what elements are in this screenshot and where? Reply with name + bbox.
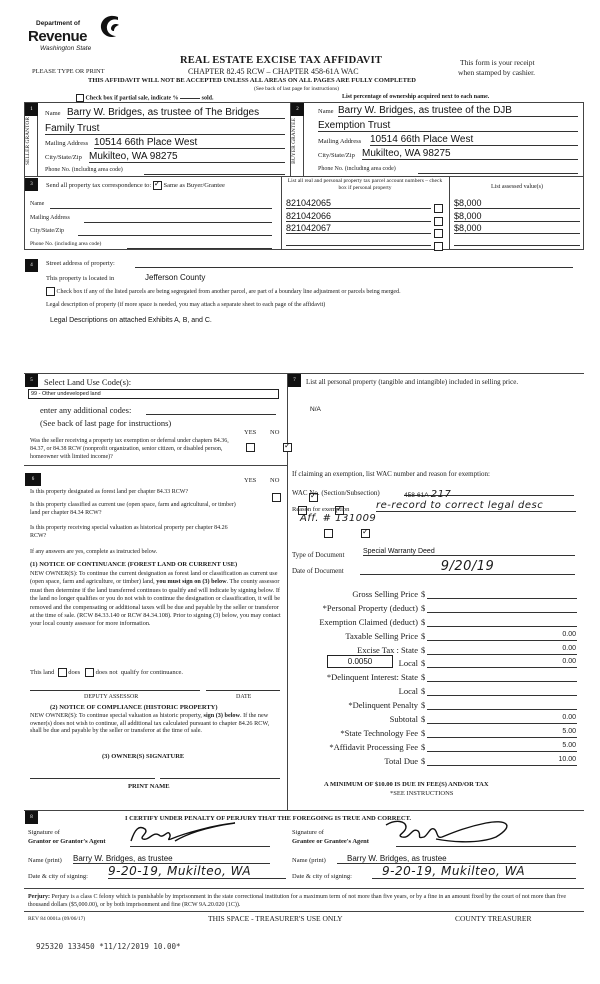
grantor-signature-field[interactable] <box>130 833 270 847</box>
buyer-name-label: Name <box>318 108 334 115</box>
legal-desc-value[interactable]: Legal Descriptions on attached Exhibits A, B, and C. <box>50 317 212 324</box>
grantor-sig-label-2: Grantor or Grantor's Agent <box>28 838 106 845</box>
additional-codes-label: enter any additional codes: <box>40 405 132 415</box>
partial-sale-label: Check box if partial sale, indicate % <box>85 95 179 102</box>
assessor-date-line <box>206 690 280 691</box>
dollar-sign: $ <box>421 631 426 641</box>
amount-label: Subtotal <box>389 714 418 724</box>
amount-value: 0.00 <box>562 714 576 721</box>
county-treasurer: COUNTY TREASURER <box>455 914 532 923</box>
form-subtitle: CHAPTER 82.45 RCW – CHAPTER 458-61A WAC <box>188 67 359 76</box>
seller-name-line2[interactable]: Family Trust <box>45 123 285 135</box>
dollar-sign: $ <box>421 756 426 766</box>
dollar-sign: $ <box>421 728 426 738</box>
personal-property-label: List all personal property (tangible and intangible) included in selling price. <box>306 378 519 386</box>
forest-question-3: Is this property receiving special valuation as historical property per chapter 84.26 RCW? <box>30 525 228 539</box>
seller-phone-label: Phone No. (including area code) <box>45 167 123 173</box>
parcel-number[interactable]: 821042065 <box>286 198 431 209</box>
total-due-row <box>290 756 590 768</box>
amount-label: Gross Selling Price <box>352 589 418 599</box>
dollar-sign: $ <box>421 603 426 613</box>
amount-field[interactable] <box>427 598 577 599</box>
forest-q3-yes-checkbox[interactable] <box>324 529 333 538</box>
amount-label: Total Due <box>384 756 418 766</box>
parcel-header: List all real and personal property tax parcel account numbers – check box if personal property <box>287 178 443 191</box>
buyer-address[interactable]: 10514 66th Place West <box>370 134 578 146</box>
parcel-row-2 <box>286 211 582 223</box>
section-6-badge: 6 <box>25 473 41 486</box>
corr-address-field[interactable] <box>84 215 272 223</box>
forest-q3-no-checkbox[interactable] <box>361 529 370 538</box>
grantee-date-city-label: Date & city of signing: <box>292 873 352 880</box>
section-4-badge: 4 <box>25 259 38 272</box>
wac-label: WAC No. (Section/Subsection) <box>292 489 380 497</box>
section-1-badge: 1 <box>25 103 38 116</box>
assessed-value[interactable]: $8,000 <box>454 198 580 209</box>
dollar-sign: $ <box>421 617 426 627</box>
grantee-name-label: Name (print) <box>292 857 326 864</box>
seller-city-label: City/State/Zip <box>45 154 82 161</box>
perjury-note <box>28 893 584 909</box>
dollar-sign: $ <box>421 742 426 752</box>
section-7-badge: 7 <box>288 374 301 387</box>
does-not-checkbox[interactable] <box>85 668 94 677</box>
ownership-note: List percentage of ownership acquired next to each name. <box>342 94 490 100</box>
forest-q1-yes-checkbox[interactable] <box>272 493 281 502</box>
amount-field[interactable] <box>427 612 577 613</box>
section-2-badge: 2 <box>291 103 304 116</box>
seller-name-label: Name <box>45 110 61 117</box>
does-label: does <box>68 668 81 676</box>
dollar-sign: $ <box>421 686 426 696</box>
amount-label: Exemption Claimed (deduct) <box>319 617 418 627</box>
amount-field[interactable] <box>427 681 577 682</box>
corr-phone-field[interactable] <box>127 241 272 249</box>
see-instructions-note: *SEE INSTRUCTIONS <box>390 790 454 797</box>
segregated-checkbox[interactable] <box>46 287 55 296</box>
buyer-side-label: BUYER GRANTEE <box>291 118 297 164</box>
amount-field[interactable] <box>427 640 577 641</box>
notice-compliance-part2: . If the new owner(s) does not wish to continue, all additional tax calculated pursuant to chapter 84.26 RCW, shall be due and payable by the seller or transferor at the time of sale. <box>30 712 270 734</box>
buyer-city[interactable]: Mukilteo, WA 98275 <box>362 148 578 160</box>
parcel-row-1 <box>286 198 582 210</box>
amount-label: *Delinquent Interest: State <box>326 672 418 682</box>
notice-compliance-title: (2) NOTICE OF COMPLIANCE (HISTORIC PROPERTY) <box>50 704 218 711</box>
doc-date-field[interactable]: 9/20/19 <box>360 559 575 575</box>
amount-value: 5.00 <box>562 742 576 749</box>
reason-line-2[interactable]: Aff. # 131009 <box>300 513 377 524</box>
amount-label: Taxable Selling Price <box>345 631 418 641</box>
sold-label: sold. <box>201 95 214 102</box>
delinquent-interest-local-row <box>290 686 590 698</box>
amount-label: Local <box>398 686 418 696</box>
grantee-signature-field[interactable] <box>396 833 576 847</box>
segregated-row <box>46 287 401 296</box>
perjury-text: Perjury is a class C felony which is punishable by imprisonment in the state correctional institution for a maximum term of not more than five years, or by a fine in an amount fixed by the court of not more than five thousand dollars ($5,000.00), or by both imprisonment and fine (RCW 9A.20.020 (1C)). <box>28 894 567 908</box>
legal-desc-label: Legal description of property (if more space is needed, you may attach a separate sheet to each page of the affidavit) <box>46 302 326 308</box>
personal-property-deduct-row <box>290 603 590 615</box>
land-use-label: Select Land Use Code(s): <box>44 377 132 387</box>
exemption-question: Was the seller receiving a property tax exemption or deferral under chapters 84.36, 84.37, or 84.38 RCW (nonprofit organization, senior citizen, or disabled person, homeowner with limited income)? <box>30 438 229 460</box>
amount-field[interactable] <box>427 626 577 627</box>
yes-header-6: YES <box>244 477 257 484</box>
parcel-number[interactable]: 821042067 <box>286 223 431 234</box>
located-label: This property is located in <box>46 275 115 282</box>
does-not-label: does not <box>95 668 118 676</box>
amount-value: 10.00 <box>558 756 576 763</box>
exemption-no-checkbox[interactable] <box>283 443 292 452</box>
county-value[interactable]: Jefferson County <box>145 273 206 282</box>
parcel-row-4 <box>286 236 582 248</box>
land-use-code-select[interactable]: 99 - Other undeveloped land <box>28 389 279 399</box>
correspondence-row <box>46 181 225 190</box>
forest-question-2: Is this property classified as current use (open space, farm and agricultural, or timber) land per chapter 84.34 RCW? <box>30 502 236 516</box>
doc-type-field[interactable]: Special Warranty Deed <box>363 548 575 556</box>
amount-field[interactable] <box>427 723 577 724</box>
exemption-yes-checkbox[interactable] <box>246 443 255 452</box>
grantor-name-field[interactable]: Barry W. Bridges, as trustee <box>73 854 270 864</box>
assessed-value[interactable] <box>454 236 580 246</box>
notice-compliance-part1: NEW OWNER(S): To continue special valuation as historic property, <box>30 712 202 719</box>
continuance-row <box>30 668 183 677</box>
dollar-sign: $ <box>421 658 426 668</box>
wac-handwritten: 217 <box>430 489 452 500</box>
buyer-address-label: Mailing Address <box>318 138 362 145</box>
buyer-phone[interactable] <box>418 166 578 174</box>
dollar-sign: $ <box>421 700 426 710</box>
amount-label: *Delinquent Penalty <box>348 700 418 710</box>
amount-label: Excise Tax : State <box>357 645 418 655</box>
amount-label: Local <box>398 658 418 668</box>
state-technology-fee-row <box>290 728 590 740</box>
amount-label: *Affidavit Processing Fee <box>329 742 418 752</box>
buyer-phone-label: Phone No. (including area code) <box>318 166 396 172</box>
dollar-sign: $ <box>421 589 426 599</box>
seller-address-label: Mailing Address <box>45 140 89 147</box>
amount-value: 5.00 <box>562 728 576 735</box>
notice-compliance-bold: sign (3) below <box>203 712 240 719</box>
buyer-name-line2[interactable]: Exemption Trust <box>318 120 578 132</box>
dollar-sign: $ <box>421 672 426 682</box>
amount-field[interactable] <box>427 737 577 738</box>
excise-local-row <box>290 658 590 670</box>
doc-date-label: Date of Document <box>292 567 344 575</box>
assessed-value[interactable]: $8,000 <box>454 211 580 222</box>
perjury-label: Perjury: <box>28 894 50 900</box>
corr-name-field[interactable] <box>50 201 272 209</box>
seller-side-label: SELLER GRANTOR <box>25 116 31 166</box>
amount-field[interactable] <box>427 751 577 752</box>
section-8-badge: 8 <box>25 811 38 824</box>
exemption-top-rule <box>24 465 288 466</box>
form-title: REAL ESTATE EXCISE TAX AFFIDAVIT <box>180 55 383 66</box>
corr-name-label: Name <box>30 201 45 207</box>
deputy-assessor-line <box>30 690 200 691</box>
no-header-6: NO <box>270 477 280 484</box>
section-8-top-rule <box>24 810 584 811</box>
grantee-name-field[interactable]: Barry W. Bridges, as trustee <box>337 854 576 864</box>
amount-value: 0.00 <box>562 631 576 638</box>
cashier-stamp: 925320 133450 *11/12/2019 10.00* <box>36 942 181 951</box>
amount-label: *Personal Property (deduct) <box>322 603 418 613</box>
dor-logo <box>28 14 123 56</box>
perjury-bottom-rule <box>24 911 584 912</box>
partial-sale-checkbox[interactable] <box>76 94 84 102</box>
grantee-date-city-field[interactable]: 9-20-19, Mukilteo, WA <box>372 864 576 879</box>
grantor-name-label: Name (print) <box>28 857 62 864</box>
form-number: REV 84 0001a (09/06/17) <box>28 916 86 922</box>
affidavit-processing-fee-row <box>290 742 590 754</box>
buyer-city-label: City/State/Zip <box>318 152 355 159</box>
wac-typed: 458-61A- <box>404 492 431 499</box>
exemption-label: If claiming an exemption, list WAC number and reason for exemption: <box>292 470 490 478</box>
exemption-claimed-row <box>290 617 590 629</box>
amount-label: *State Technology Fee <box>340 728 418 738</box>
partial-sale-row <box>76 94 214 102</box>
corr-city-label: City/State/Zip <box>30 228 64 234</box>
personal-property-checkbox[interactable] <box>434 242 443 251</box>
amount-field[interactable] <box>427 709 577 710</box>
deputy-assessor-label: DEPUTY ASSESSOR <box>84 694 139 700</box>
center-divider <box>287 373 288 810</box>
corr-city-field[interactable] <box>78 228 272 236</box>
gross-selling-price-row <box>290 589 590 601</box>
completion-warning: THIS AFFIDAVIT WILL NOT BE ACCEPTED UNLESS ALL AREAS ON ALL PAGES ARE FULLY COMPLETED <box>88 77 416 84</box>
corr-phone-label: Phone No. (including area code) <box>30 241 102 247</box>
notice-continuance-bold: you must sign on (3) below <box>156 578 227 586</box>
logo-revenue: Revenue <box>28 28 88 45</box>
dollar-sign: $ <box>421 714 426 724</box>
assessed-header: List assessed value(s) <box>491 184 543 190</box>
logo-state: Washington State <box>40 45 92 52</box>
section-5-badge: 5 <box>25 374 38 387</box>
amount-value: 0.00 <box>562 645 576 652</box>
grantor-date-city-field[interactable]: 9-20-19, Mukilteo, WA <box>108 864 286 879</box>
treasurer-use-only: THIS SPACE - TREASURER'S USE ONLY <box>208 914 343 923</box>
if-yes-note: If any answers are yes, complete as instructed below. <box>30 549 158 555</box>
section-5-top-rule <box>24 373 584 374</box>
grantor-date-city-label: Date & city of signing: <box>28 873 88 880</box>
seller-name-line1[interactable]: Barry W. Bridges, as trustee of The Bridges <box>67 107 285 119</box>
parcel-number[interactable] <box>286 236 431 246</box>
see-back-note: (See back of last page for instructions) <box>254 86 339 92</box>
qualify-label: qualify for continuance. <box>120 668 184 676</box>
notice-continuance-text <box>30 570 282 629</box>
yes-header-5: YES <box>244 429 257 436</box>
receipt-note-1: This form is your receipt <box>460 58 535 67</box>
delinquent-interest-state-row <box>290 672 590 684</box>
parcel-row-3 <box>286 223 582 235</box>
grantee-sig-label-1: Signature of <box>292 829 324 836</box>
amount-field[interactable] <box>427 765 577 766</box>
local-rate-box[interactable]: 0.0050 <box>327 655 393 668</box>
print-name-label: PRINT NAME <box>128 783 170 790</box>
forest-question-1: Is this property designated as forest land per chapter 84.33 RCW? <box>30 489 189 495</box>
no-header-5: NO <box>270 429 280 436</box>
seller-phone[interactable] <box>144 167 285 175</box>
personal-property-value[interactable]: N/A <box>310 406 321 413</box>
certify-title: I CERTIFY UNDER PENALTY OF PERJURY THAT THE FOREGOING IS TRUE AND CORRECT. <box>125 815 412 822</box>
reason-line-1[interactable]: re-record to correct legal desc <box>376 500 576 512</box>
notice-continuance-part1: NEW OWNER(S): To continue the current designation as forest land or classification as current use (open space, farm and agriculture, or timber) land, <box>30 570 278 586</box>
taxable-selling-price-row <box>290 631 590 643</box>
delinquent-penalty-row <box>290 700 590 712</box>
logo-dept: Department of <box>36 20 81 27</box>
grantor-signature-icon <box>125 819 285 845</box>
section-3-badge: 3 <box>25 178 38 191</box>
notice-continuance-part2: . The county assessor must then determine if the land transferred continues to qualify and will indicate by signing below. If the land no longer qualifies or you do not wish to continue the designation or classification, it will be removed and the compensating or additional taxes will be due and payable by the seller or transferor at the time of sale. (RCW 84.33.140 or RCW 84.34.108). Prior to signing (3) below, you may contact your local county assessor for more information. <box>30 578 281 628</box>
amount-value: 0.00 <box>562 658 576 665</box>
land-use-see-back: (See back of last page for instructions) <box>40 418 172 428</box>
amount-field[interactable] <box>427 667 577 668</box>
dollar-sign: $ <box>421 645 426 655</box>
additional-codes-field[interactable] <box>146 405 276 415</box>
notice-continuance-title: (1) NOTICE OF CONTINUANCE (FOREST LAND OR CURRENT USE) <box>30 561 238 568</box>
owner-sig-line-1 <box>30 778 155 779</box>
correspondence-label: Send all property tax correspondence to: <box>46 181 152 189</box>
perjury-top-rule <box>24 888 584 889</box>
street-address-field[interactable] <box>135 260 573 268</box>
same-as-buyer-checkbox[interactable] <box>153 181 162 190</box>
minimum-due-note: A MINIMUM OF $10.00 IS DUE IN FEE(S) AND/OR TAX <box>324 781 489 788</box>
seller-city[interactable]: Mukilteo, WA 98275 <box>89 151 285 163</box>
assessor-date-label: DATE <box>236 694 252 700</box>
wave-logo-icon <box>98 14 120 40</box>
parcel-divider-left <box>281 177 282 250</box>
grantor-sig-label-1: Signature of <box>28 829 60 836</box>
receipt-note-2: when stamped by cashier. <box>458 68 536 77</box>
street-label: Street address of property: <box>46 260 115 267</box>
amount-field[interactable] <box>427 695 577 696</box>
partial-sale-percent-field[interactable] <box>180 98 200 99</box>
amount-field[interactable] <box>427 654 577 655</box>
grantee-signature-icon <box>376 817 556 845</box>
same-as-buyer-label: Same as Buyer/Grantee <box>163 181 225 189</box>
doc-type-label: Type of Document <box>292 551 345 559</box>
subtotal-row <box>290 714 590 726</box>
corr-address-label: Mailing Address <box>30 215 70 221</box>
please-type: PLEASE TYPE OR PRINT <box>32 68 105 75</box>
assessed-value[interactable]: $8,000 <box>454 223 580 234</box>
wac-field[interactable] <box>404 484 574 500</box>
reason-label: Reason for exemption <box>292 506 350 513</box>
seller-address[interactable]: 10514 66th Place West <box>94 137 285 149</box>
this-land-label: This land <box>30 668 55 676</box>
parcel-number[interactable]: 821042066 <box>286 211 431 222</box>
segregated-label: Check box if any of the listed parcels are being segregated from another parcel, are part of a boundary line adjustment or parcels being merged. <box>56 288 401 295</box>
owner-sig-line-2 <box>160 778 280 779</box>
owner-signature-label: (3) OWNER(S) SIGNATURE <box>102 753 185 760</box>
does-checkbox[interactable] <box>58 668 67 677</box>
notice-compliance-text <box>30 712 282 735</box>
buyer-name-line1[interactable]: Barry W. Bridges, as trustee of the DJB <box>338 105 578 117</box>
grantee-sig-label-2: Grantee or Grantee's Agent <box>292 838 369 845</box>
